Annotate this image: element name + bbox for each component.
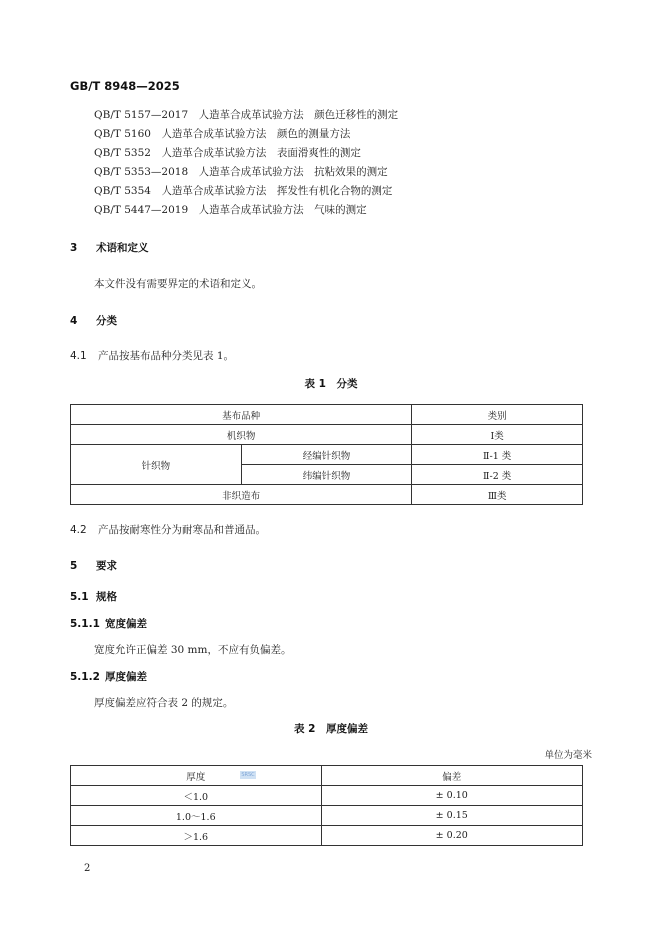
section-3-heading: 3 术语和定义	[70, 242, 149, 254]
table-cell: 经编针织物	[241, 445, 412, 465]
reference-code: QB/T 5352	[94, 147, 151, 159]
section-4-heading: 4 分类	[70, 315, 117, 327]
table-row	[71, 826, 583, 846]
table-header-row	[71, 766, 583, 786]
reference-title: 人造革合成革试验方法 颜色的测量方法	[161, 128, 351, 140]
table-cell: ± 0.15	[321, 806, 583, 826]
header-cell: 厚度	[71, 766, 322, 786]
reference-code: QB/T 5353—2018	[94, 166, 189, 178]
table-cell: ± 0.20	[321, 826, 583, 846]
table-cell: Ⅱ-1 类	[412, 445, 583, 465]
reference-item	[94, 125, 398, 144]
reference-code: QB/T 5354	[94, 185, 151, 197]
reference-code: QB/T 5160	[94, 128, 151, 140]
table-2-caption: 表 2 厚度偏差	[294, 723, 368, 735]
reference-item	[94, 144, 398, 163]
document-header: GB/T 8948—2025	[70, 79, 180, 93]
reference-code: QB/T 5157—2017	[94, 109, 189, 121]
table-cell: ＜1.0	[71, 786, 322, 806]
header-cell: 基布品种	[71, 405, 412, 425]
reference-code: QB/T 5447—2019	[94, 204, 189, 216]
table-cell: Ⅲ类	[412, 485, 583, 505]
table-cell: 1.0～1.6	[71, 806, 322, 826]
reference-title: 人造革合成革试验方法 挥发性有机化合物的测定	[161, 185, 393, 197]
thickness-deviation-table	[70, 765, 583, 846]
table-cell: 纬编针织物	[241, 465, 412, 485]
header-cell: 类别	[412, 405, 583, 425]
table-cell: ± 0.10	[321, 786, 583, 806]
clause-5-1-2-heading: 5.1.2 厚度偏差	[70, 671, 147, 683]
table-cell: Ⅱ-2 类	[412, 465, 583, 485]
table-cell: ＞1.6	[71, 826, 322, 846]
table-row	[71, 445, 583, 465]
table-cell: 非织造布	[71, 485, 412, 505]
clause-5-1-1-body: 宽度允许正偏差 30 mm，不应有负偏差。	[94, 644, 292, 656]
normative-references-list	[94, 106, 398, 220]
reference-item	[94, 201, 398, 220]
clause-5-1-heading: 5.1 规格	[70, 591, 117, 603]
table-row	[71, 485, 583, 505]
reference-title: 人造革合成革试验方法 表面滑爽性的测定	[161, 147, 361, 159]
page-number: 2	[84, 863, 91, 874]
unit-note: 单位为毫米	[544, 750, 592, 761]
table-1-caption: 表 1 分类	[304, 378, 358, 390]
clause-4-1: 4.1 产品按基布品种分类见表 1。	[70, 350, 235, 362]
header-cell: 偏差	[321, 766, 583, 786]
reference-item	[94, 163, 398, 182]
clause-4-2: 4.2 产品按耐寒性分为耐寒品和普通品。	[70, 524, 266, 536]
reference-item	[94, 182, 398, 201]
section-5-heading: 5 要求	[70, 560, 117, 572]
clause-5-1-1-heading: 5.1.1 宽度偏差	[70, 618, 147, 630]
table-row	[71, 786, 583, 806]
table-row	[71, 806, 583, 826]
table-header-row	[71, 405, 583, 425]
clause-5-1-2-body: 厚度偏差应符合表 2 的规定。	[94, 697, 234, 709]
table-cell: 机织物	[71, 425, 412, 445]
reference-item	[94, 106, 398, 125]
watermark-stamp: SRSC	[241, 772, 255, 778]
classification-table	[70, 404, 583, 505]
reference-title: 人造革合成革试验方法 气味的测定	[198, 204, 367, 216]
section-3-body: 本文件没有需要界定的术语和定义。	[94, 278, 262, 290]
reference-title: 人造革合成革试验方法 抗粘效果的测定	[198, 166, 388, 178]
table-cell: 针织物	[71, 445, 242, 485]
reference-title: 人造革合成革试验方法 颜色迁移性的测定	[198, 109, 399, 121]
table-cell: Ⅰ类	[412, 425, 583, 445]
table-row	[71, 425, 583, 445]
